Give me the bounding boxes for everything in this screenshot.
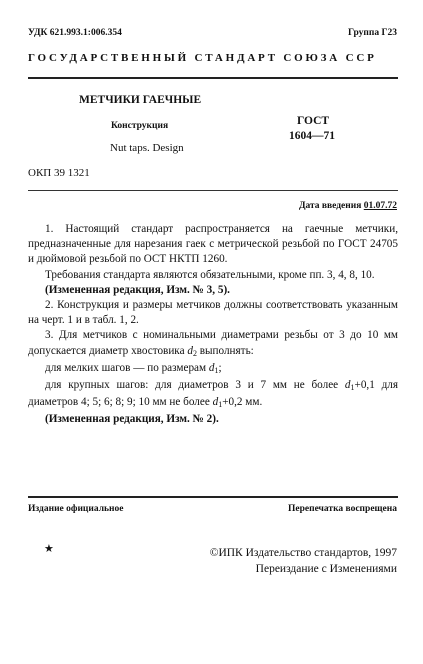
okp-code: ОКП 39 1321	[28, 167, 90, 179]
paragraph-5-end: ;	[218, 361, 222, 374]
paragraph-5	[28, 361, 398, 378]
reprint-notice: Перепечатка воспрещена	[287, 504, 397, 514]
diameter-var-2: d	[212, 396, 219, 409]
footer-divider	[28, 496, 398, 498]
amendment-note-1: (Измененная редакция, Изм. № 3, 5).	[45, 283, 230, 296]
top-divider	[28, 77, 398, 79]
paragraph-4-end: выполнять:	[196, 344, 254, 357]
paragraph-6-text-a: для крупных шагов: для диаметров 3 и 7 мм не более	[45, 379, 345, 392]
group-code: Группа Г23	[348, 28, 397, 38]
diameter-sub-2: 1	[218, 400, 223, 410]
paragraph-2: Требования стандарта являются обязательными, кроме пп. 3, 4, 8, 10.	[45, 268, 375, 281]
gost-label: ГОСТ	[297, 115, 330, 127]
udk-code: УДК 621.993.1:006.354	[28, 28, 122, 38]
diameter-var: d	[208, 361, 215, 374]
paragraph-5-text: для мелких шагов — по размерам	[45, 361, 209, 374]
paragraph-6	[28, 378, 398, 412]
doc-title: МЕТЧИКИ ГАЕЧНЫЕ	[79, 94, 202, 106]
diameter-sub-1: 1	[350, 383, 355, 393]
body-text	[28, 222, 398, 428]
paragraph-4-text: 3. Для метчиков с номинальными диаметрами резьбы от 3 до 10 мм допускается диаметр хвостовика	[28, 329, 398, 357]
paragraph-3: 2. Конструкция и размеры метчиков должны соответствовать указанным на черт. 1 и в табл. 1, 2.	[28, 299, 398, 327]
gost-number: 1604—71	[289, 130, 335, 142]
intro-date-value: 01.07.72	[363, 201, 397, 211]
paragraph-4	[28, 328, 398, 360]
paragraph-6-text-b: +0,1 для диаметров 4; 5; 6; 8; 9; 10 мм не более	[28, 379, 399, 409]
star-icon: ★	[44, 543, 54, 555]
intro-date	[299, 201, 397, 211]
doc-subtitle: Конструкция	[111, 121, 169, 131]
paragraph-1: 1. Настоящий стандарт распространяется на гаечные метчики, предназначенные для нарезания гаек с метрической резьбой по ГОСТ 24705 и дюймовой резьбой по ОСТ НКТП 1260.	[28, 223, 398, 266]
copyright: ©ИПК Издательство стандартов, 1997	[209, 547, 397, 559]
paragraph-6-text-c: +0,2 мм.	[222, 396, 263, 409]
english-title: Nut taps. Design	[110, 142, 184, 154]
okp-divider	[28, 190, 398, 191]
intro-date-label: Дата введения	[298, 201, 364, 211]
diameter-var-1: d	[344, 379, 351, 392]
diameter-sub: 1	[214, 365, 219, 375]
copyright-block	[210, 545, 397, 577]
amendment-note-2: (Измененная редакция, Изм. № 2).	[45, 413, 219, 426]
official-edition: Издание официальное	[28, 504, 124, 514]
shank-diameter-sub: 2	[192, 348, 197, 358]
shank-diameter-var: d	[187, 344, 193, 357]
standard-name: ГОСУДАРСТВЕННЫЙ СТАНДАРТ СОЮЗА ССР	[28, 52, 377, 64]
reissue-note: Переиздание с Изменениями	[255, 563, 397, 575]
